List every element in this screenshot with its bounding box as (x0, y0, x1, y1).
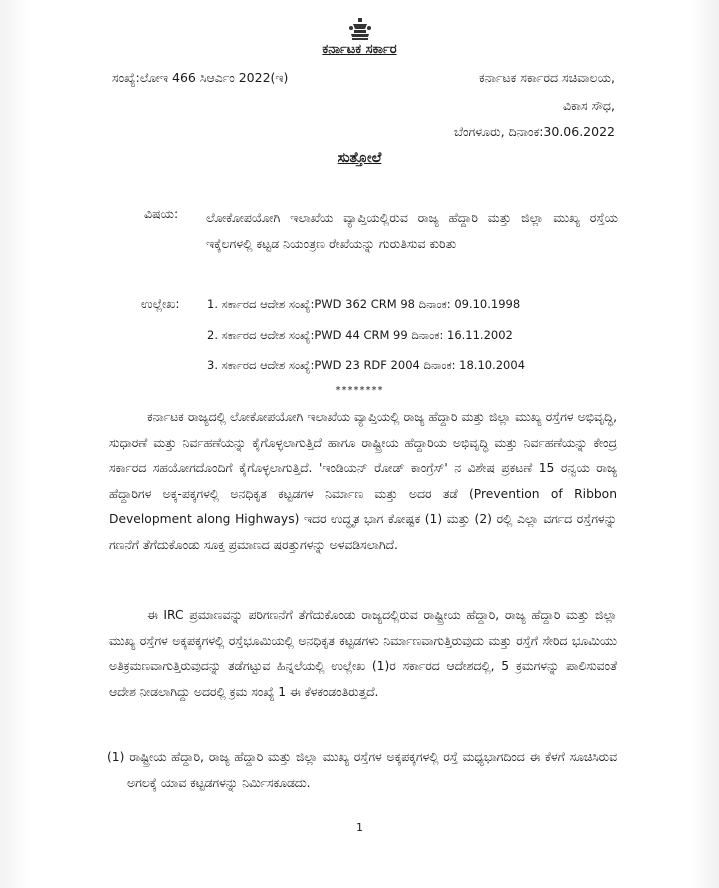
karnataka-emblem-icon (347, 16, 373, 42)
address-building: ವಿಕಾಸ ಸೌಧ, (562, 98, 615, 113)
reference-item: 3. ಸರ್ಕಾರದ ಆದೇಶ ಸಂಖ್ಯೆ:PWD 23 RDF 2004 ದಿನಾಂಕ: 18.10.2004 (207, 358, 526, 372)
document-heading: ಸುತ್ತೋಲೆ (337, 150, 382, 166)
section-separator: ******** (335, 385, 384, 396)
reference-item: 1. ಸರ್ಕಾರದ ಆದೇಶ ಸಂಖ್ಯೆ:PWD 362 CRM 98 ದಿನಾಂಕ: 09.10.1998 (207, 297, 521, 311)
address-secretariat: ಕರ್ನಾಟಕ ಸರ್ಕಾರದ ಸಚಿವಾಲಯ, (479, 70, 615, 85)
body-paragraph: ಕರ್ನಾಟಕ ರಾಜ್ಯದಲ್ಲಿ ಲೋಕೋಪಯೋಗಿ ಇಲಾಖೆಯ ವ್ಯಾಪ್ತಿಯಲ್ಲಿ ರಾಜ್ಯ ಹೆದ್ದಾರಿ ಮತ್ತು ಜಿಲ್ಲಾ ಮುಖ್ಯ ರಸ್ತೆಗಳ ಅಭಿವೃದ್ಧಿ, ಸುಧಾರಣೆ ಮತ್ತು ನಿರ್ವಹಣೆಯನ್ನು ಕೈಗೊಳ್ಳಲಾಗುತ್ತಿದೆ ಹಾಗೂ ರಾಷ್ಟ್ರೀಯ ಹೆದ್ದಾರಿಯ ಅಭಿವೃದ್ಧಿ ಮತ್ತು ನಿರ್ವಹಣೆಯನ್ನು ಕೇಂದ್ರ ಸರ್ಕಾರದ ಸಹಯೋಗದೊಂದಿಗೆ ಕೈಗೊಳ್ಳಲಾಗುತ್ತಿದೆ. 'ಇಂಡಿಯನ್ ರೋಡ್ ಕಾಂಗ್ರೆಸ್' ನ ವಿಶೇಷ ಪ್ರಕಟಣೆ 15 ರನ್ವಯ ರಾಜ್ಯ ಹೆದ್ದಾರಿಗಳ ಅಕ್ಕ-ಪಕ್ಕಗಳಲ್ಲಿ ಅನಧಿಕೃತ ಕಟ್ಟಡಗಳ ನಿರ್ಮಾಣ ಮತ್ತು ಅದರ ತಡೆ (Prevention of Ribbon Development along Highways) ಇದರ ಉದ್ಧೃತ ಭಾಗ ಕೋಷ್ಟಕ (1) ಮತ್ತು (2) ರಲ್ಲಿ ಎಲ್ಲಾ ವರ್ಗದ ರಸ್ತೆಗಳನ್ನು ಗಣನೆಗೆ ತೆಗೆದುಕೊಂಡು ಸೂಕ್ತ ಪ್ರಮಾಣದ ಷರತ್ತುಗಳನ್ನು ಅಳವಡಿಸಲಾಗಿದೆ. (109, 410, 617, 552)
place-and-date: ಬೆಂಗಳೂರು, ದಿನಾಂಕ:30.06.2022 (453, 124, 615, 139)
body-paragraph: ಈ IRC ಪ್ರಮಾಣವನ್ನು ಪರಿಗಣನೆಗೆ ತೆಗೆದುಕೊಂಡು ರಾಜ್ಯದಲ್ಲಿರುವ ರಾಷ್ಟ್ರೀಯ ಹೆದ್ದಾರಿ, ರಾಜ್ಯ ಹೆದ್ದಾರಿ ಮತ್ತು ಜಿಲ್ಲಾ ಮುಖ್ಯ ರಸ್ತೆಗಳ ಅಕ್ಕಪಕ್ಕಗಳಲ್ಲಿ ರಸ್ತೆಭೂಮಿಯಲ್ಲಿ ಅನಧಿಕೃತ ಕಟ್ಟಡಗಳು ನಿರ್ಮಾಣವಾಗುತ್ತಿರುವುದು ಮತ್ತು ರಸ್ತೆಗೆ ಸೇರಿದ ಭೂಮಿಯು ಅತಿಕ್ರಮಣವಾಗುತ್ತಿರುವುದನ್ನು ತಡೆಗಟ್ಟುವ ಹಿನ್ನಲೆಯಲ್ಲಿ ಉಲ್ಲೇಖ (1)ರ ಸರ್ಕಾರದ ಆದೇಶದಲ್ಲಿ, 5 ಕ್ರಮಗಳನ್ನು ಪಾಲಿಸುವಂತೆ ಆದೇಶ ನೀಡಲಾಗಿದ್ದು ಅದರಲ್ಲಿ ಕ್ರಮ ಸಂಖ್ಯೆ 1 ಈ ಕೆಳಕಂಡಂತಿರುತ್ತದೆ. (109, 608, 617, 699)
reference-item: 2. ಸರ್ಕಾರದ ಆದೇಶ ಸಂಖ್ಯೆ:PWD 44 CRM 99 ದಿನಾಂಕ: 16.11.2002 (207, 328, 513, 342)
page-number: 1 (356, 821, 363, 834)
government-title: ಕರ್ನಾಟಕ ಸರ್ಕಾರ (322, 42, 397, 57)
order-number: ಸಂಖ್ಯೆ:ಲೋಇ 466 ಸಿಆರ್ಎಂ 2022(ಇ) (112, 70, 289, 85)
clause-item: (1) ರಾಷ್ಟ್ರೀಯ ಹೆದ್ದಾರಿ, ರಾಜ್ಯ ಹೆದ್ದಾರಿ ಮತ್ತು ಜಿಲ್ಲಾ ಮುಖ್ಯ ರಸ್ತೆಗಳ ಅಕ್ಕಪಕ್ಕಗಳಲ್ಲಿ ರಸ್ತೆ ಮಧ್ಯಭಾಗದಿಂದ ಈ ಕೆಳಗೆ ಸೂಚಿಸಿರುವ ಅಗಲಕ್ಕೆ ಯಾವ ಕಟ್ಟಡಗಳನ್ನು ನಿರ್ಮಿಸಕೂಡದು. (107, 750, 617, 790)
references-label: ಉಲ್ಲೇಖ: (141, 296, 180, 311)
subject-label: ವಿಷಯ: (144, 206, 179, 221)
subject-text: ಲೋಕೋಪಯೋಗಿ ಇಲಾಖೆಯ ವ್ಯಾಪ್ತಿಯಲ್ಲಿರುವ ರಾಜ್ಯ ಹೆದ್ದಾರಿ ಮತ್ತು ಜಿಲ್ಲಾ ಮುಖ್ಯ ರಸ್ತೆಯ ಇಕ್ಕೆಲಗಳಲ್ಲಿ ಕಟ್ಟಡ ನಿಯಂತ್ರಣ ರೇಖೆಯನ್ನು ಗುರುತಿಸುವ ಕುರಿತು (206, 210, 618, 251)
